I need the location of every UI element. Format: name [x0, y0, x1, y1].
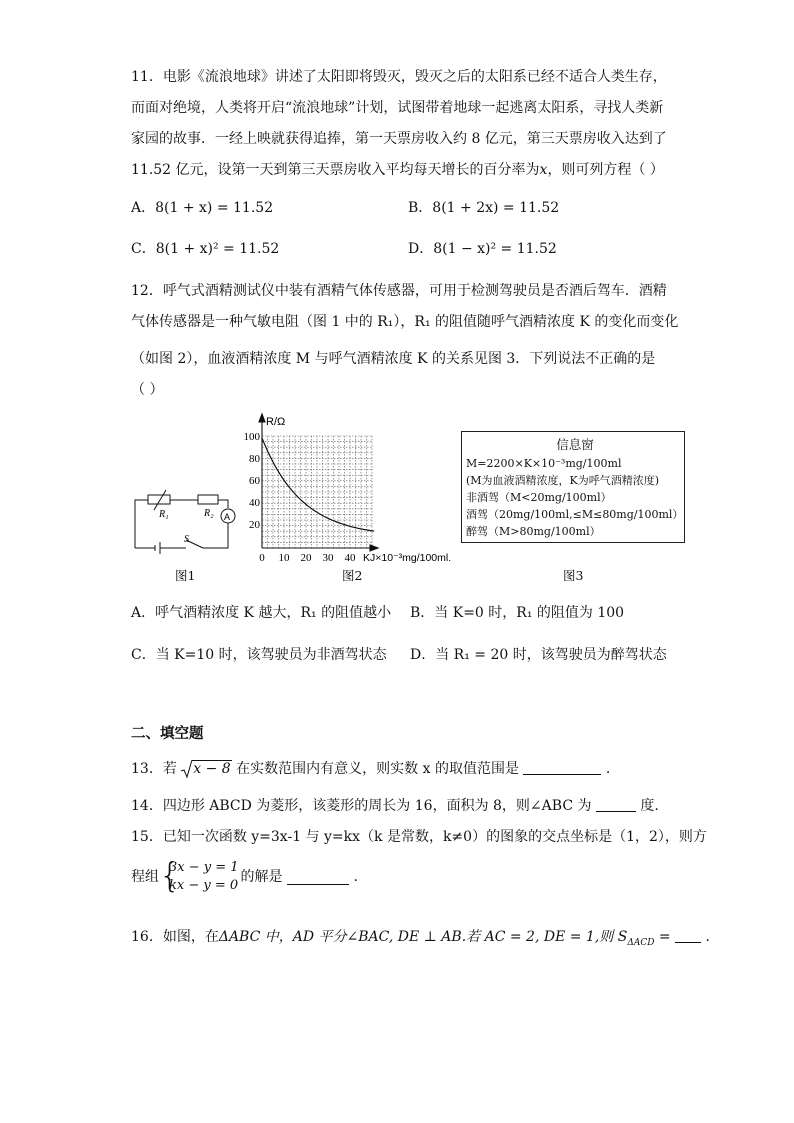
equation-1: 3x − y = 1: [169, 860, 239, 875]
y-tick-label: 60: [249, 475, 260, 487]
x-axis-label: KJ×10⁻³mg/100ml.: [363, 552, 452, 564]
q11-option-b[interactable]: [408, 198, 559, 218]
y-tick-label: 80: [249, 453, 260, 465]
x-axis-arrow: [370, 545, 378, 551]
q14-text: 14．四边形 ABCD 为菱形，该菱形的周长为 16，面积为 8，则∠ABC 为: [131, 798, 592, 814]
q11-line4: [131, 160, 664, 180]
sqrt-sign-icon: [181, 759, 193, 779]
q15-suffix: 的解是: [240, 869, 283, 885]
q15-line1: 15．已知一次函数 y=3x-1 与 y=kx（k 是常数，k≠0）的图象的交点坐标是（1，2），则方: [131, 829, 707, 845]
variable-arrow: [154, 490, 166, 510]
info-definition: (M为血液酒精浓度，K为呼气酒精浓度): [466, 474, 660, 487]
option-expr: 8(1 − x)² = 11.52: [433, 241, 557, 257]
option-expr: 8(1 + x)² = 11.52: [155, 241, 280, 257]
option-label: C．: [131, 241, 156, 257]
section-title: 二、填空题: [131, 726, 204, 742]
equation-system: [159, 856, 239, 896]
info-drunk: 酒驾（20mg/100ml,≤M≤80mg/100ml）: [466, 508, 684, 521]
q16-math: ΔABC 中，AD 平分∠BAC, DE ⊥ AB.若 AC = 2, DE = 1,则 S: [218, 929, 628, 945]
q14-end: 度.: [640, 798, 659, 814]
q15-answer-blank[interactable]: [287, 870, 349, 885]
r2-label: R₂: [204, 508, 214, 519]
fig1-caption: 图1: [175, 568, 196, 583]
resistance-curve: [262, 438, 374, 531]
y-tick-label: 20: [249, 519, 260, 531]
q11-line1: 11．电影《流浪地球》讲述了太阳即将毁灭，毁灭之后的太阳系已经不适合人类生存，: [131, 69, 667, 85]
q16-end: .: [705, 929, 710, 945]
switch-label: S: [184, 534, 189, 545]
info-formula: M=2200×K×10⁻³mg/100ml: [466, 457, 622, 470]
q12-option-d[interactable]: D．当 R₁ = 20 时，该驾驶员为醉驾状态: [410, 647, 667, 663]
info-title: 信息窗: [556, 437, 594, 452]
fig2-caption: 图2: [342, 568, 363, 583]
y-axis-arrow: [259, 414, 265, 422]
q13-answer-blank[interactable]: [523, 760, 601, 775]
equation-2: kx − y = 0: [169, 878, 239, 893]
fig3-caption: 图3: [563, 568, 584, 583]
q11-line4a: 11.52 亿元，设第一天到第三天票房收入平均每天增长的百分率为: [131, 162, 540, 178]
x-tick-label: 20: [300, 552, 312, 564]
sqrt-radical: [181, 759, 231, 779]
chart-grid: [262, 436, 372, 548]
q14-answer-blank[interactable]: [596, 797, 636, 812]
option-label: D．: [408, 241, 434, 257]
q12-option-b[interactable]: B．当 K=0 时，R₁ 的阻值为 100: [410, 605, 625, 621]
y-tick-label: 40: [249, 497, 260, 509]
x-tick-label: 0: [259, 552, 265, 564]
q11-line4b: ，则可列方程（ ）: [547, 162, 664, 178]
q11-var-x: x: [539, 162, 548, 178]
q12-line1: 12．呼气式酒精测试仪中装有酒精气体传感器，可用于检测驾驶员是否酒后驾车．酒精: [131, 283, 667, 299]
info-heavily-drunk: 醉驾（M>80mg/100ml）: [466, 525, 601, 538]
x-tick-label: 30: [322, 552, 334, 564]
q16-answer-blank[interactable]: [675, 928, 701, 943]
option-expr: 8(1 + 2x) = 11.52: [432, 200, 560, 216]
q11-line3: 家园的故事．一经上映就获得追捧，第一天票房收入约 8 亿元，第三天票房收入达到了: [131, 131, 667, 147]
q13-prefix: 13．若: [131, 761, 177, 777]
y-tick-label: 100: [243, 431, 260, 443]
q11-option-a[interactable]: [131, 198, 273, 218]
x-tick-label: 40: [344, 552, 356, 564]
q15-end: .: [353, 869, 358, 885]
resistor-r1: [148, 495, 170, 504]
option-expr: 8(1 + x) = 11.52: [155, 200, 274, 216]
q13-line: [131, 759, 610, 779]
resistor-r2: [198, 495, 218, 504]
q12-line4: （ ）: [131, 382, 164, 398]
y-axis-label: R/Ω: [266, 416, 286, 428]
x-tick-label: 10: [278, 552, 290, 564]
q12-option-a[interactable]: A．呼气酒精浓度 K 越大，R₁ 的阻值越小: [131, 605, 392, 621]
q15-prefix: 程组: [131, 869, 159, 885]
info-non-drunk: 非酒驾（M<20mg/100ml）: [466, 491, 612, 504]
q14-line: [131, 796, 659, 816]
q11-line2: 而面对绝境，人类将开启“流浪地球”计划，试图带着地球一起逃离太阳系，寻找人类新: [131, 100, 664, 116]
q11-option-c[interactable]: [131, 239, 279, 259]
q16-line: [131, 927, 710, 953]
brace-icon: {: [159, 856, 181, 896]
r1-label: R₁: [159, 509, 169, 520]
q16-prefix: 16．如图，在: [131, 929, 219, 945]
resistance-chart: [236, 410, 466, 570]
q16-suffix: =: [654, 929, 671, 945]
circuit-diagram: [128, 480, 238, 555]
q12-option-c[interactable]: C．当 K=10 时，该驾驶员为非酒驾状态: [131, 647, 387, 663]
q13-mid: 在实数范围内有意义，则实数 x 的取值范围是: [236, 761, 519, 777]
q12-line2: 气体传感器是一种气敏电阻（图 1 中的 R₁），R₁ 的阻值随呼气酒精浓度 K 的变化而变化: [131, 314, 679, 330]
option-label: A．: [131, 200, 156, 216]
option-label: B．: [408, 200, 433, 216]
q11-option-d[interactable]: [408, 239, 557, 259]
q12-line3: （如图 2），血液酒精浓度 M 与呼气酒精浓度 K 的关系见图 3．下列说法不正确的是: [131, 351, 656, 367]
info-window: [461, 431, 685, 543]
q16-subscript: ΔACD: [627, 937, 655, 948]
ammeter-label: A: [224, 512, 231, 522]
radicand: x − 8: [193, 761, 231, 777]
q13-end: .: [605, 761, 611, 777]
q15-line2: [131, 856, 358, 896]
